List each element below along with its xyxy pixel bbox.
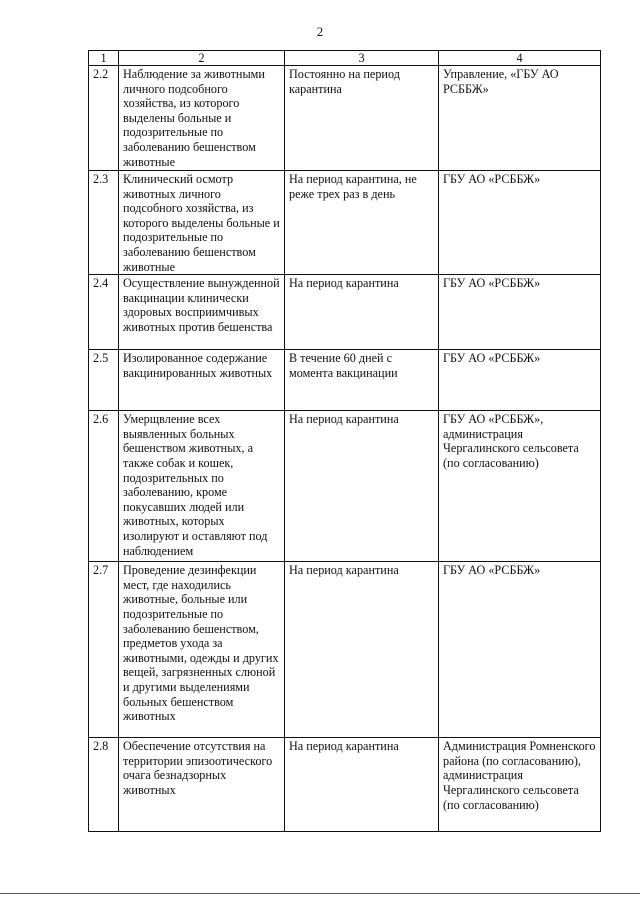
page-bottom-edge bbox=[0, 893, 640, 894]
row-action: Обеспечение отсутствия на территории эпизоотического очага безнадзорных животных bbox=[119, 738, 285, 832]
row-number: 2.2 bbox=[89, 66, 119, 171]
row-period: На период карантина bbox=[285, 562, 439, 738]
row-action: Осуществление вынужденной вакцинации клинически здоровых восприимчивых животных против бешенства bbox=[119, 275, 285, 350]
table-row bbox=[89, 350, 601, 411]
measures-table bbox=[88, 50, 601, 832]
row-responsible: ГБУ АО «РСББЖ», администрация Чергалинского сельсовета (по согласованию) bbox=[439, 411, 601, 562]
header-col-2: 2 bbox=[119, 51, 285, 66]
table-row bbox=[89, 66, 601, 171]
row-responsible: ГБУ АО «РСББЖ» bbox=[439, 350, 601, 411]
row-period: На период карантина bbox=[285, 738, 439, 832]
row-action: Умерщвление всех выявленных больных бешенством животных, а также собак и кошек, подозрительных по заболеванию, кроме покусавших людей или животных, которых изолируют и оставляют под наблюдением bbox=[119, 411, 285, 562]
row-period: На период карантина, не реже трех раз в день bbox=[285, 171, 439, 275]
row-number: 2.6 bbox=[89, 411, 119, 562]
table-row bbox=[89, 411, 601, 562]
table-row bbox=[89, 275, 601, 350]
row-period: В течение 60 дней с момента вакцинации bbox=[285, 350, 439, 411]
table-row bbox=[89, 562, 601, 738]
row-period: Постоянно на период карантина bbox=[285, 66, 439, 171]
row-number: 2.7 bbox=[89, 562, 119, 738]
row-responsible: ГБУ АО «РСББЖ» bbox=[439, 171, 601, 275]
row-responsible: Администрация Ромненского района (по согласованию), администрация Чергалинского сельсовета (по согласованию) bbox=[439, 738, 601, 832]
row-responsible: ГБУ АО «РСББЖ» bbox=[439, 562, 601, 738]
table-row bbox=[89, 171, 601, 275]
row-action: Проведение дезинфекции мест, где находились животные, больные или подозрительные по заболеванию бешенством, предметов ухода за животными, одежды и других вещей, загрязненных слюной и другими выделениями больных бешенством животных bbox=[119, 562, 285, 738]
page-number: 2 bbox=[316, 24, 324, 39]
row-responsible: Управление, «ГБУ АО РСББЖ» bbox=[439, 66, 601, 171]
row-responsible: ГБУ АО «РСББЖ» bbox=[439, 275, 601, 350]
row-action: Клинический осмотр животных личного подсобного хозяйства, из которого выделены больные и подозрительные по заболеванию бешенством животные bbox=[119, 171, 285, 275]
row-number: 2.8 bbox=[89, 738, 119, 832]
row-period: На период карантина bbox=[285, 411, 439, 562]
table-row bbox=[89, 738, 601, 832]
header-col-4: 4 bbox=[439, 51, 601, 66]
header-col-3: 3 bbox=[285, 51, 439, 66]
row-number: 2.3 bbox=[89, 171, 119, 275]
row-action: Наблюдение за животными личного подсобного хозяйства, из которого выделены больные и подозрительные по заболеванию бешенством животные bbox=[119, 66, 285, 171]
table-header-row bbox=[89, 51, 601, 66]
header-col-1: 1 bbox=[89, 51, 119, 66]
row-period: На период карантина bbox=[285, 275, 439, 350]
row-number: 2.5 bbox=[89, 350, 119, 411]
row-action: Изолированное содержание вакцинированных животных bbox=[119, 350, 285, 411]
row-number: 2.4 bbox=[89, 275, 119, 350]
